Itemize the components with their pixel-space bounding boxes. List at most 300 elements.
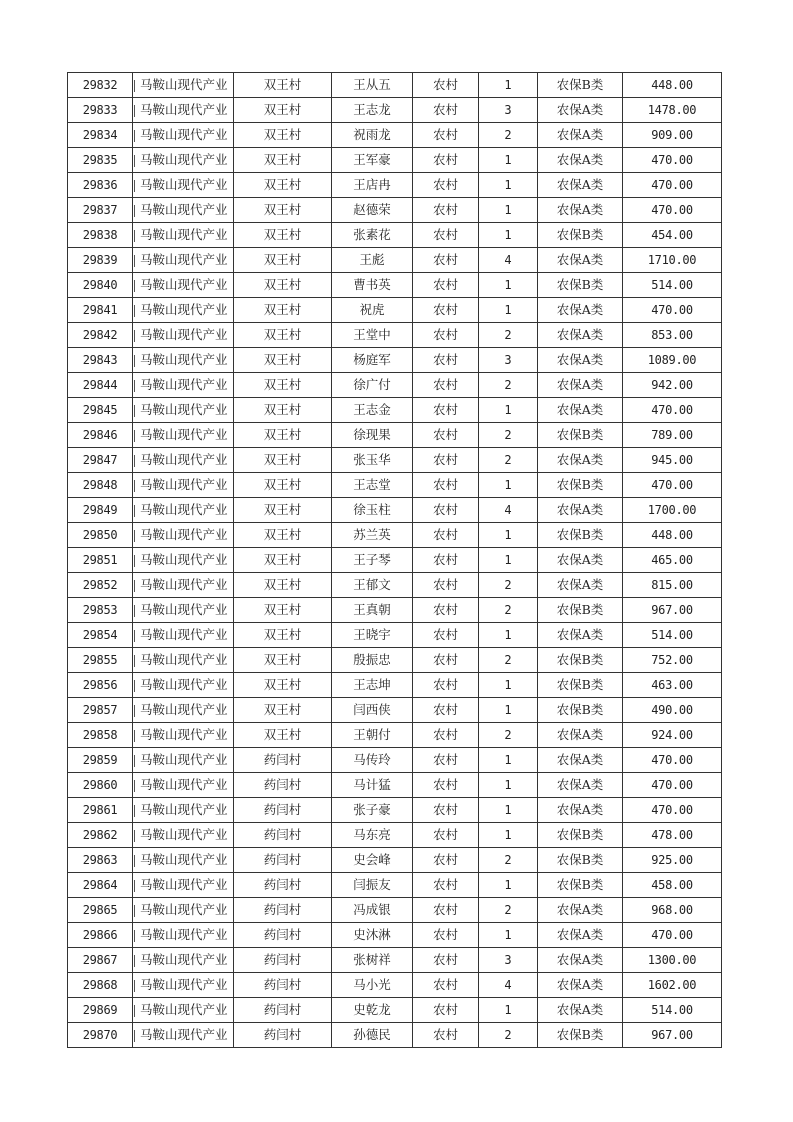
household-type-cell: 农村	[413, 223, 479, 248]
person-name-cell: 徐广付	[332, 373, 413, 398]
person-name-cell: 王从五	[332, 73, 413, 98]
household-type-cell: 农村	[413, 823, 479, 848]
amount-cell: 458.00	[623, 873, 722, 898]
record-id-cell: 29840	[68, 273, 133, 298]
member-count-cell: 4	[479, 498, 538, 523]
unit-cell	[133, 248, 234, 273]
unit-text: 马鞍山现代产业	[140, 377, 228, 392]
village-cell: 药闫村	[234, 1023, 332, 1048]
village-cell: 双王村	[234, 73, 332, 98]
household-type-cell: 农村	[413, 648, 479, 673]
member-count-cell: 1	[479, 923, 538, 948]
member-count-cell: 2	[479, 848, 538, 873]
person-name-cell: 史乾龙	[332, 998, 413, 1023]
unit-cell	[133, 548, 234, 573]
village-cell: 双王村	[234, 698, 332, 723]
clipped-glyph-fragment	[134, 955, 138, 967]
village-cell: 药闫村	[234, 873, 332, 898]
member-count-cell: 1	[479, 223, 538, 248]
clipped-glyph-fragment	[134, 355, 138, 367]
table-row	[68, 423, 722, 448]
amount-cell: 945.00	[623, 448, 722, 473]
household-type-cell: 农村	[413, 848, 479, 873]
clipped-glyph-fragment	[134, 555, 138, 567]
unit-text: 马鞍山现代产业	[140, 702, 228, 717]
village-cell: 药闫村	[234, 998, 332, 1023]
household-type-cell: 农村	[413, 573, 479, 598]
insurance-category-cell: 农保B类	[538, 598, 623, 623]
household-type-cell: 农村	[413, 323, 479, 348]
village-cell: 双王村	[234, 673, 332, 698]
amount-cell: 967.00	[623, 598, 722, 623]
clipped-glyph-fragment	[134, 180, 138, 192]
table-row	[68, 98, 722, 123]
person-name-cell: 马小光	[332, 973, 413, 998]
unit-text: 马鞍山现代产业	[140, 552, 228, 567]
clipped-glyph-fragment	[134, 280, 138, 292]
table-row	[68, 473, 722, 498]
unit-text: 马鞍山现代产业	[140, 252, 228, 267]
member-count-cell: 2	[479, 323, 538, 348]
clipped-glyph-fragment	[134, 330, 138, 342]
member-count-cell: 1	[479, 548, 538, 573]
record-id-cell: 29868	[68, 973, 133, 998]
village-cell: 双王村	[234, 398, 332, 423]
village-cell: 双王村	[234, 573, 332, 598]
amount-cell: 789.00	[623, 423, 722, 448]
clipped-glyph-fragment	[134, 655, 138, 667]
amount-cell: 1602.00	[623, 973, 722, 998]
clipped-glyph-fragment	[134, 1030, 138, 1042]
person-name-cell: 徐现果	[332, 423, 413, 448]
clipped-glyph-fragment	[134, 680, 138, 692]
person-name-cell: 史沐淋	[332, 923, 413, 948]
clipped-glyph-fragment	[134, 580, 138, 592]
person-name-cell: 张树祥	[332, 948, 413, 973]
table-row	[68, 998, 722, 1023]
unit-text: 马鞍山现代产业	[140, 202, 228, 217]
unit-text: 马鞍山现代产业	[140, 902, 228, 917]
unit-cell	[133, 223, 234, 248]
table-row	[68, 548, 722, 573]
clipped-glyph-fragment	[134, 880, 138, 892]
household-type-cell: 农村	[413, 723, 479, 748]
village-cell: 药闫村	[234, 823, 332, 848]
member-count-cell: 2	[479, 573, 538, 598]
unit-text: 马鞍山现代产业	[140, 502, 228, 517]
unit-text: 马鞍山现代产业	[140, 127, 228, 142]
clipped-glyph-fragment	[134, 455, 138, 467]
unit-cell	[133, 298, 234, 323]
record-id-cell: 29846	[68, 423, 133, 448]
village-cell: 双王村	[234, 448, 332, 473]
unit-text: 马鞍山现代产业	[140, 302, 228, 317]
unit-text: 马鞍山现代产业	[140, 977, 228, 992]
member-count-cell: 1	[479, 273, 538, 298]
village-cell: 双王村	[234, 98, 332, 123]
record-id-cell: 29839	[68, 248, 133, 273]
household-type-cell: 农村	[413, 898, 479, 923]
member-count-cell: 2	[479, 723, 538, 748]
member-count-cell: 1	[479, 298, 538, 323]
amount-cell: 942.00	[623, 373, 722, 398]
clipped-glyph-fragment	[134, 480, 138, 492]
unit-text: 马鞍山现代产业	[140, 777, 228, 792]
amount-cell: 454.00	[623, 223, 722, 248]
unit-text: 马鞍山现代产业	[140, 602, 228, 617]
unit-cell	[133, 798, 234, 823]
insurance-category-cell: 农保B类	[538, 523, 623, 548]
unit-text: 马鞍山现代产业	[140, 477, 228, 492]
amount-cell: 465.00	[623, 548, 722, 573]
village-cell: 药闫村	[234, 948, 332, 973]
person-name-cell: 闫西侠	[332, 698, 413, 723]
unit-cell	[133, 98, 234, 123]
village-cell: 双王村	[234, 273, 332, 298]
unit-text: 马鞍山现代产业	[140, 927, 228, 942]
unit-cell	[133, 73, 234, 98]
insurance-category-cell: 农保A类	[538, 723, 623, 748]
unit-text: 马鞍山现代产业	[140, 527, 228, 542]
person-name-cell: 杨庭军	[332, 348, 413, 373]
unit-text: 马鞍山现代产业	[140, 827, 228, 842]
person-name-cell: 张素花	[332, 223, 413, 248]
record-id-cell: 29833	[68, 98, 133, 123]
clipped-glyph-fragment	[134, 205, 138, 217]
village-cell: 双王村	[234, 198, 332, 223]
amount-cell: 478.00	[623, 823, 722, 848]
unit-cell	[133, 523, 234, 548]
household-type-cell: 农村	[413, 973, 479, 998]
village-cell: 双王村	[234, 348, 332, 373]
person-name-cell: 殷振忠	[332, 648, 413, 673]
unit-cell	[133, 573, 234, 598]
unit-text: 马鞍山现代产业	[140, 427, 228, 442]
table-row	[68, 73, 722, 98]
member-count-cell: 2	[479, 423, 538, 448]
household-type-cell: 农村	[413, 773, 479, 798]
person-name-cell: 王晓宇	[332, 623, 413, 648]
unit-text: 马鞍山现代产业	[140, 677, 228, 692]
unit-text: 马鞍山现代产业	[140, 352, 228, 367]
village-cell: 药闫村	[234, 923, 332, 948]
person-name-cell: 祝虎	[332, 298, 413, 323]
household-type-cell: 农村	[413, 273, 479, 298]
member-count-cell: 1	[479, 798, 538, 823]
unit-text: 马鞍山现代产业	[140, 277, 228, 292]
table-row	[68, 873, 722, 898]
record-id-cell: 29838	[68, 223, 133, 248]
unit-text: 马鞍山现代产业	[140, 177, 228, 192]
unit-text: 马鞍山现代产业	[140, 402, 228, 417]
clipped-glyph-fragment	[134, 230, 138, 242]
clipped-glyph-fragment	[134, 630, 138, 642]
household-type-cell: 农村	[413, 473, 479, 498]
record-id-cell: 29832	[68, 73, 133, 98]
household-type-cell: 农村	[413, 98, 479, 123]
unit-text: 马鞍山现代产业	[140, 727, 228, 742]
household-type-cell: 农村	[413, 1023, 479, 1048]
insurance-category-cell: 农保A类	[538, 748, 623, 773]
table-row	[68, 323, 722, 348]
unit-cell	[133, 448, 234, 473]
unit-text: 马鞍山现代产业	[140, 327, 228, 342]
table-row	[68, 798, 722, 823]
data-table	[67, 72, 722, 1048]
insurance-category-cell: 农保A类	[538, 923, 623, 948]
record-id-cell: 29858	[68, 723, 133, 748]
unit-text: 马鞍山现代产业	[140, 752, 228, 767]
record-id-cell: 29856	[68, 673, 133, 698]
amount-cell: 490.00	[623, 698, 722, 723]
unit-cell	[133, 148, 234, 173]
member-count-cell: 2	[479, 1023, 538, 1048]
person-name-cell: 苏兰英	[332, 523, 413, 548]
amount-cell: 514.00	[623, 273, 722, 298]
unit-text: 马鞍山现代产业	[140, 152, 228, 167]
insurance-category-cell: 农保B类	[538, 698, 623, 723]
member-count-cell: 1	[479, 773, 538, 798]
amount-cell: 470.00	[623, 923, 722, 948]
amount-cell: 1710.00	[623, 248, 722, 273]
clipped-glyph-fragment	[134, 905, 138, 917]
unit-cell	[133, 598, 234, 623]
insurance-category-cell: 农保A类	[538, 398, 623, 423]
unit-text: 马鞍山现代产业	[140, 627, 228, 642]
amount-cell: 448.00	[623, 73, 722, 98]
clipped-glyph-fragment	[134, 505, 138, 517]
insurance-category-cell: 农保B类	[538, 223, 623, 248]
amount-cell: 470.00	[623, 148, 722, 173]
record-id-cell: 29869	[68, 998, 133, 1023]
insurance-category-cell: 农保B类	[538, 823, 623, 848]
record-id-cell: 29849	[68, 498, 133, 523]
table-row	[68, 398, 722, 423]
household-type-cell: 农村	[413, 448, 479, 473]
village-cell: 双王村	[234, 298, 332, 323]
unit-cell	[133, 823, 234, 848]
member-count-cell: 1	[479, 823, 538, 848]
household-type-cell: 农村	[413, 623, 479, 648]
insurance-category-cell: 农保A类	[538, 323, 623, 348]
village-cell: 药闫村	[234, 898, 332, 923]
household-type-cell: 农村	[413, 673, 479, 698]
table-row	[68, 348, 722, 373]
unit-cell	[133, 323, 234, 348]
insurance-category-cell: 农保A类	[538, 123, 623, 148]
table-row	[68, 723, 722, 748]
record-id-cell: 29841	[68, 298, 133, 323]
person-name-cell: 张子豪	[332, 798, 413, 823]
person-name-cell: 马传玲	[332, 748, 413, 773]
record-id-cell: 29852	[68, 573, 133, 598]
household-type-cell: 农村	[413, 923, 479, 948]
amount-cell: 1478.00	[623, 98, 722, 123]
record-id-cell: 29865	[68, 898, 133, 923]
record-id-cell: 29862	[68, 823, 133, 848]
amount-cell: 1300.00	[623, 948, 722, 973]
household-type-cell: 农村	[413, 198, 479, 223]
insurance-category-cell: 农保A类	[538, 148, 623, 173]
clipped-glyph-fragment	[134, 980, 138, 992]
amount-cell: 752.00	[623, 648, 722, 673]
village-cell: 双王村	[234, 723, 332, 748]
amount-cell: 909.00	[623, 123, 722, 148]
unit-cell	[133, 723, 234, 748]
member-count-cell: 3	[479, 348, 538, 373]
table-row	[68, 698, 722, 723]
record-id-cell: 29850	[68, 523, 133, 548]
amount-cell: 968.00	[623, 898, 722, 923]
insurance-category-cell: 农保A类	[538, 898, 623, 923]
person-name-cell: 王子琴	[332, 548, 413, 573]
amount-cell: 470.00	[623, 748, 722, 773]
member-count-cell: 4	[479, 248, 538, 273]
insurance-category-cell: 农保A类	[538, 498, 623, 523]
village-cell: 双王村	[234, 473, 332, 498]
unit-cell	[133, 773, 234, 798]
table-row	[68, 273, 722, 298]
insurance-category-cell: 农保B类	[538, 73, 623, 98]
household-type-cell: 农村	[413, 373, 479, 398]
clipped-glyph-fragment	[134, 705, 138, 717]
household-type-cell: 农村	[413, 398, 479, 423]
unit-cell	[133, 423, 234, 448]
member-count-cell: 1	[479, 673, 538, 698]
insurance-category-cell: 农保A类	[538, 448, 623, 473]
amount-cell: 924.00	[623, 723, 722, 748]
person-name-cell: 王真朝	[332, 598, 413, 623]
insurance-category-cell: 农保A类	[538, 198, 623, 223]
person-name-cell: 王郁文	[332, 573, 413, 598]
person-name-cell: 徐玉柱	[332, 498, 413, 523]
clipped-glyph-fragment	[134, 80, 138, 92]
record-id-cell: 29854	[68, 623, 133, 648]
member-count-cell: 2	[479, 648, 538, 673]
record-id-cell: 29860	[68, 773, 133, 798]
member-count-cell: 2	[479, 898, 538, 923]
unit-cell	[133, 273, 234, 298]
person-name-cell: 王彪	[332, 248, 413, 273]
household-type-cell: 农村	[413, 173, 479, 198]
member-count-cell: 1	[479, 623, 538, 648]
table-row	[68, 573, 722, 598]
household-type-cell: 农村	[413, 873, 479, 898]
record-id-cell: 29851	[68, 548, 133, 573]
unit-cell	[133, 948, 234, 973]
insurance-category-cell: 农保A类	[538, 623, 623, 648]
record-id-cell: 29844	[68, 373, 133, 398]
amount-cell: 470.00	[623, 173, 722, 198]
unit-text: 马鞍山现代产业	[140, 102, 228, 117]
unit-cell	[133, 648, 234, 673]
table-row	[68, 973, 722, 998]
member-count-cell: 2	[479, 448, 538, 473]
person-name-cell: 王店冉	[332, 173, 413, 198]
member-count-cell: 1	[479, 73, 538, 98]
record-id-cell: 29863	[68, 848, 133, 873]
unit-text: 马鞍山现代产业	[140, 652, 228, 667]
amount-cell: 925.00	[623, 848, 722, 873]
insurance-category-cell: 农保B类	[538, 273, 623, 298]
table-row	[68, 498, 722, 523]
member-count-cell: 1	[479, 173, 538, 198]
insurance-category-cell: 农保B类	[538, 673, 623, 698]
village-cell: 双王村	[234, 498, 332, 523]
record-id-cell: 29843	[68, 348, 133, 373]
village-cell: 双王村	[234, 173, 332, 198]
table-row	[68, 773, 722, 798]
unit-cell	[133, 748, 234, 773]
record-id-cell: 29837	[68, 198, 133, 223]
clipped-glyph-fragment	[134, 155, 138, 167]
insurance-category-cell: 农保B类	[538, 423, 623, 448]
amount-cell: 815.00	[623, 573, 722, 598]
unit-cell	[133, 698, 234, 723]
person-name-cell: 闫振友	[332, 873, 413, 898]
record-id-cell: 29861	[68, 798, 133, 823]
unit-cell	[133, 923, 234, 948]
person-name-cell: 王志坤	[332, 673, 413, 698]
insurance-category-cell: 农保A类	[538, 548, 623, 573]
amount-cell: 463.00	[623, 673, 722, 698]
unit-cell	[133, 198, 234, 223]
insurance-category-cell: 农保B类	[538, 473, 623, 498]
person-name-cell: 张玉华	[332, 448, 413, 473]
table-row	[68, 673, 722, 698]
village-cell: 双王村	[234, 423, 332, 448]
table-row	[68, 598, 722, 623]
table-row	[68, 248, 722, 273]
unit-cell	[133, 898, 234, 923]
table-row	[68, 648, 722, 673]
unit-cell	[133, 973, 234, 998]
amount-cell: 514.00	[623, 998, 722, 1023]
record-id-cell: 29842	[68, 323, 133, 348]
person-name-cell: 马计猛	[332, 773, 413, 798]
person-name-cell: 王军豪	[332, 148, 413, 173]
amount-cell: 470.00	[623, 773, 722, 798]
amount-cell: 1700.00	[623, 498, 722, 523]
table-row	[68, 1023, 722, 1048]
member-count-cell: 1	[479, 523, 538, 548]
member-count-cell: 1	[479, 748, 538, 773]
member-count-cell: 1	[479, 148, 538, 173]
member-count-cell: 4	[479, 973, 538, 998]
table-row	[68, 223, 722, 248]
village-cell: 双王村	[234, 223, 332, 248]
household-type-cell: 农村	[413, 148, 479, 173]
clipped-glyph-fragment	[134, 105, 138, 117]
table-row	[68, 823, 722, 848]
village-cell: 双王村	[234, 123, 332, 148]
household-type-cell: 农村	[413, 798, 479, 823]
amount-cell: 470.00	[623, 473, 722, 498]
table-row	[68, 173, 722, 198]
person-name-cell: 王志金	[332, 398, 413, 423]
insurance-category-cell: 农保A类	[538, 798, 623, 823]
village-cell: 药闫村	[234, 773, 332, 798]
clipped-glyph-fragment	[134, 780, 138, 792]
amount-cell: 1089.00	[623, 348, 722, 373]
member-count-cell: 1	[479, 873, 538, 898]
clipped-glyph-fragment	[134, 305, 138, 317]
amount-cell: 853.00	[623, 323, 722, 348]
clipped-glyph-fragment	[134, 430, 138, 442]
village-cell: 药闫村	[234, 748, 332, 773]
clipped-glyph-fragment	[134, 730, 138, 742]
household-type-cell: 农村	[413, 948, 479, 973]
